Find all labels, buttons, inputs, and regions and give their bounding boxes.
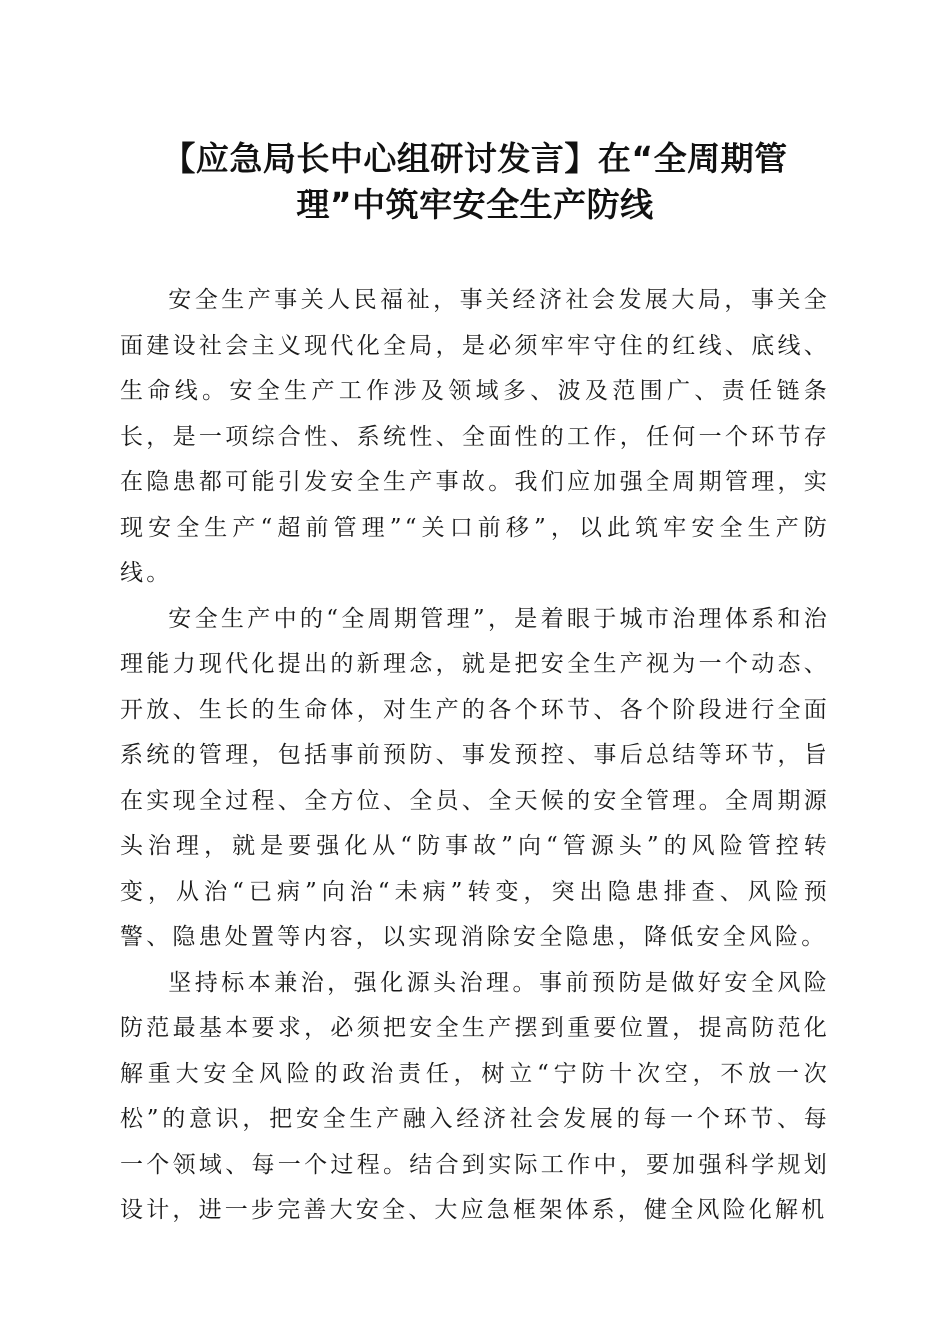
document-body	[120, 278, 830, 1234]
document-title	[120, 136, 830, 228]
paragraph-3: 坚持标本兼治，强化源头治理。事前预防是做好安全风险防范最基本要求，必须把安全生产摆到重要位置，提高防范化解重大安全风险的政治责任，树立“宁防十次空，不放一次松”的意识，把安全生产融入经济社会发展的每一个环节、每一个领域、每一个过程。结合到实际工作中，要加强科学规划设计，进一步完善大安全、大应急框架体系，健全风险化解机	[120, 969, 830, 1223]
paragraph-1: 安全生产事关人民福祉，事关经济社会发展大局，事关全面建设社会主义现代化全局，是必须牢牢守住的红线、底线、生命线。安全生产工作涉及领域多、波及范围广、责任链条长，是一项综合性、系统性、全面性的工作，任何一个环节存在隐患都可能引发安全生产事故。我们应加强全周期管理，实现安全生产“超前管理”“关口前移”，以此筑牢安全生产防线。	[120, 287, 830, 586]
title-line-2: 理”中筑牢安全生产防线	[296, 185, 654, 224]
title-line-1: 【应急局长中心组研讨发言】在“全周期管	[162, 139, 788, 178]
paragraph-2: 安全生产中的“全周期管理”，是着眼于城市治理体系和治理能力现代化提出的新理念，就是把安全生产视为一个动态、开放、生长的生命体，对生产的各个环节、各个阶段进行全面系统的管理，包括事前预防、事发预控、事后总结等环节，旨在实现全过程、全方位、全员、全天候的安全管理。全周期源头治理，就是要强化从“防事故”向“管源头”的风险管控转变，从治“已病”向治“未病”转变，突出隐患排查、风险预警、隐患处置等内容，以实现消除安全隐患，降低安全风险。	[120, 605, 830, 950]
